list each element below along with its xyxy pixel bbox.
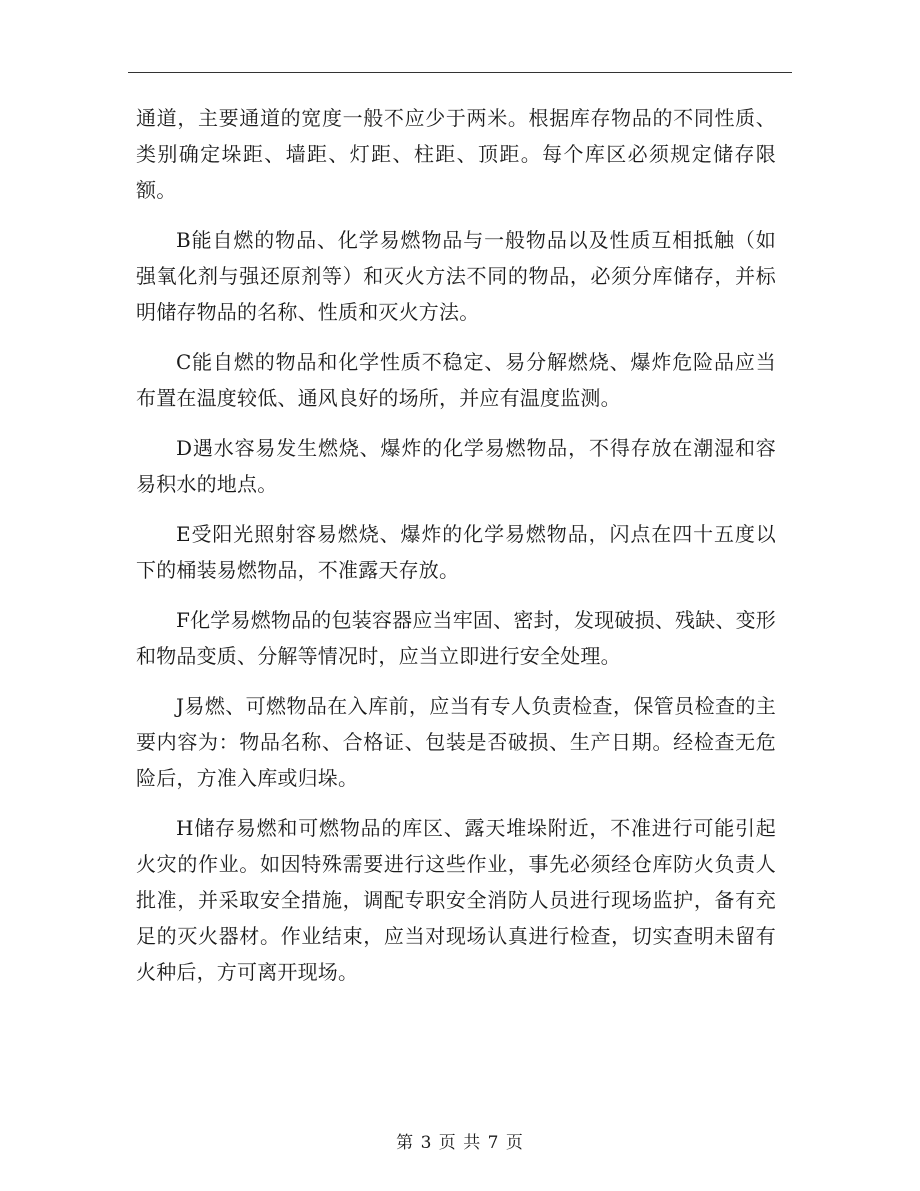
paragraph-e: E受阳光照射容易燃烧、爆炸的化学易燃物品，闪点在四十五度以下的桶装易燃物品，不准露天存放。 (136, 522, 776, 582)
document-body (136, 100, 776, 990)
paragraph-intro: 通道，主要通道的宽度一般不应少于两米。根据库存物品的不同性质、类别确定垛距、墙距、灯距、柱距、顶距。每个库区必须规定储存限额。 (136, 106, 776, 202)
paragraph-c: C能自燃的物品和化学性质不稳定、易分解燃烧、爆炸危险品应当布置在温度较低、通风良好的场所，并应有温度监测。 (136, 350, 776, 410)
header-rule (128, 72, 792, 73)
page-number-footer: 第 3 页 共 7 页 (396, 1133, 524, 1153)
paragraph-d: D遇水容易发生燃烧、爆炸的化学易燃物品，不得存放在潮湿和容易积水的地点。 (136, 436, 776, 496)
paragraph-j: J易燃、可燃物品在入库前，应当有专人负责检查，保管员检查的主要内容为：物品名称、合格证、包装是否破损、生产日期。经检查无危险后，方准入库或归垛。 (136, 694, 776, 790)
paragraph-b: B能自燃的物品、化学易燃物品与一般物品以及性质互相抵触（如强氧化剂与强还原剂等）和灭火方法不同的物品，必须分库储存，并标明储存物品的名称、性质和灭火方法。 (136, 228, 776, 324)
paragraph-f: F化学易燃物品的包装容器应当牢固、密封，发现破损、残缺、变形和物品变质、分解等情况时，应当立即进行安全处理。 (136, 608, 776, 668)
paragraph-h: H储存易燃和可燃物品的库区、露天堆垛附近，不准进行可能引起火灾的作业。如因特殊需要进行这些作业，事先必须经仓库防火负责人批准，并采取安全措施，调配专职安全消防人员进行现场监护，备有充足的灭火器材。作业结束，应当对现场认真进行检查，切实查明未留有火种后，方可离开现场。 (136, 816, 776, 984)
